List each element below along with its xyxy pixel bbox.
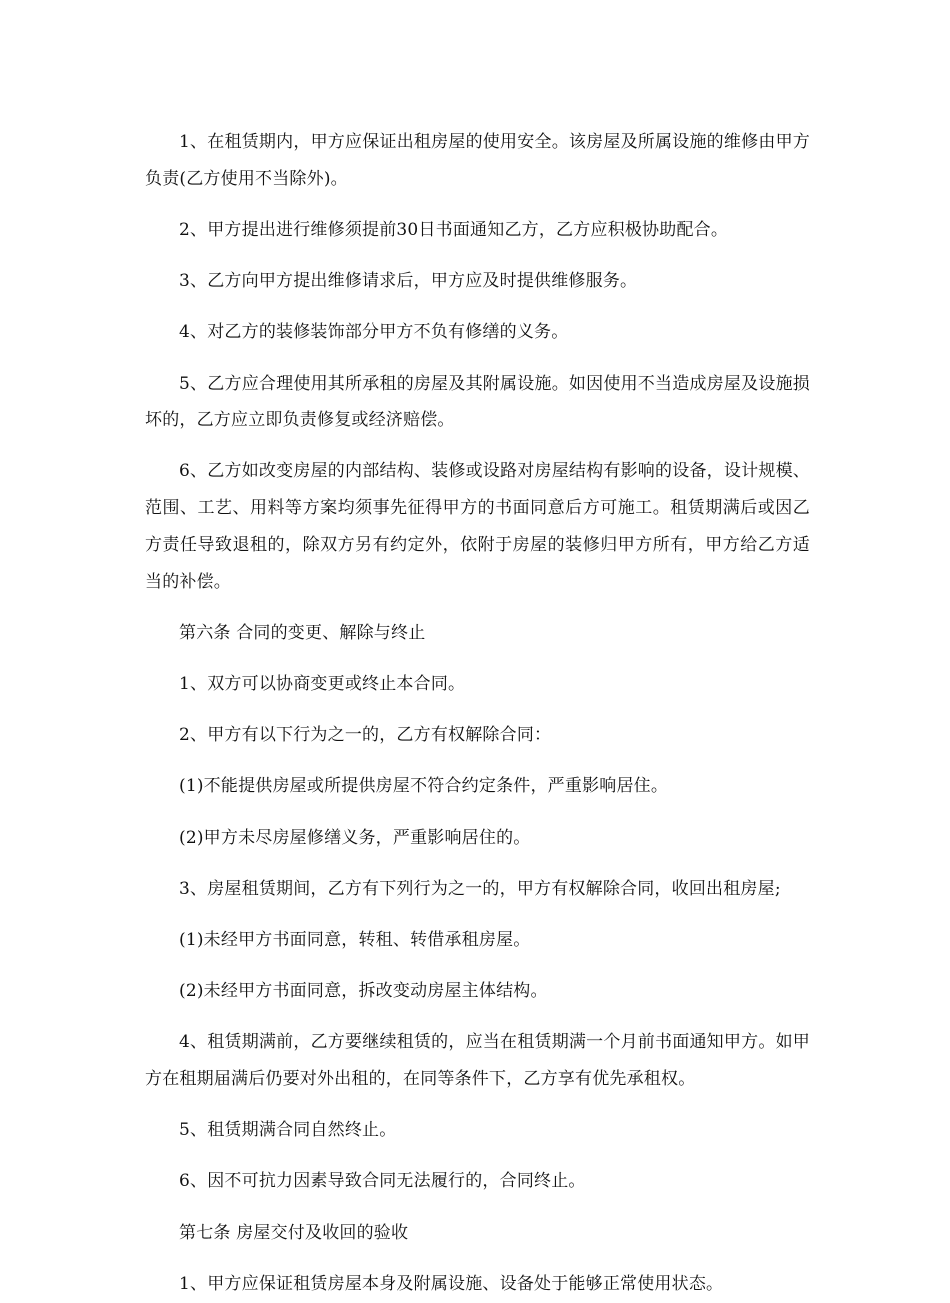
- clause-paragraph: 6、乙方如改变房屋的内部结构、装修或设路对房屋结构有影响的设备，设计规模、范围、工艺、用料等方案均须事先征得甲方的书面同意后方可施工。租赁期满后或因乙方责任导致退租的，除双方另有约定外，依附于房屋的装修归甲方所有，甲方给乙方适当的补偿。: [145, 461, 810, 592]
- clause-paragraph: 3、乙方向甲方提出维修请求后，甲方应及时提供维修服务。: [179, 271, 638, 292]
- sub-clause-paragraph: (2)未经甲方书面同意，拆改变动房屋主体结构。: [179, 981, 548, 1002]
- sub-clause-paragraph: (1)未经甲方书面同意，转租、转借承租房屋。: [179, 929, 531, 950]
- document-body: [145, 124, 810, 1303]
- sub-clause-paragraph: (2)甲方未尽房屋修缮义务，严重影响居住的。: [179, 827, 531, 848]
- clause-paragraph: 5、租赁期满合同自然终止。: [179, 1120, 397, 1141]
- clause-paragraph: 4、对乙方的装修装饰部分甲方不负有修缮的义务。: [179, 322, 569, 343]
- clause-paragraph: 2、甲方有以下行为之一的，乙方有权解除合同：: [179, 725, 552, 746]
- clause-paragraph: 3、房屋租赁期间，乙方有下列行为之一的，甲方有权解除合同，收回出租房屋;: [179, 878, 781, 899]
- clause-paragraph: 1、甲方应保证租赁房屋本身及附属设施、设备处于能够正常使用状态。: [179, 1273, 724, 1294]
- section-heading: 第六条 合同的变更、解除与终止: [179, 622, 426, 643]
- section-heading: 第七条 房屋交付及收回的验收: [179, 1222, 409, 1243]
- clause-paragraph: 6、因不可抗力因素导致合同无法履行的，合同终止。: [179, 1171, 586, 1192]
- clause-paragraph: 2、甲方提出进行维修须提前30日书面通知乙方，乙方应积极协助配合。: [179, 219, 729, 240]
- clause-paragraph: 4、租赁期满前，乙方要继续租赁的，应当在租赁期满一个月前书面通知甲方。如甲方在租期届满后仍要对外出租的，在同等条件下，乙方享有优先承租权。: [145, 1032, 810, 1090]
- clause-paragraph: 1、在租赁期内，甲方应保证出租房屋的使用安全。该房屋及所属设施的维修由甲方负责(乙方使用不当除外)。: [145, 132, 810, 189]
- sub-clause-paragraph: (1)不能提供房屋或所提供房屋不符合约定条件，严重影响居住。: [179, 776, 669, 797]
- clause-paragraph: 5、乙方应合理使用其所承租的房屋及其附属设施。如因使用不当造成房屋及设施损坏的，乙方应立即负责修复或经济赔偿。: [145, 373, 810, 431]
- clause-paragraph: 1、双方可以协商变更或终止本合同。: [179, 673, 466, 694]
